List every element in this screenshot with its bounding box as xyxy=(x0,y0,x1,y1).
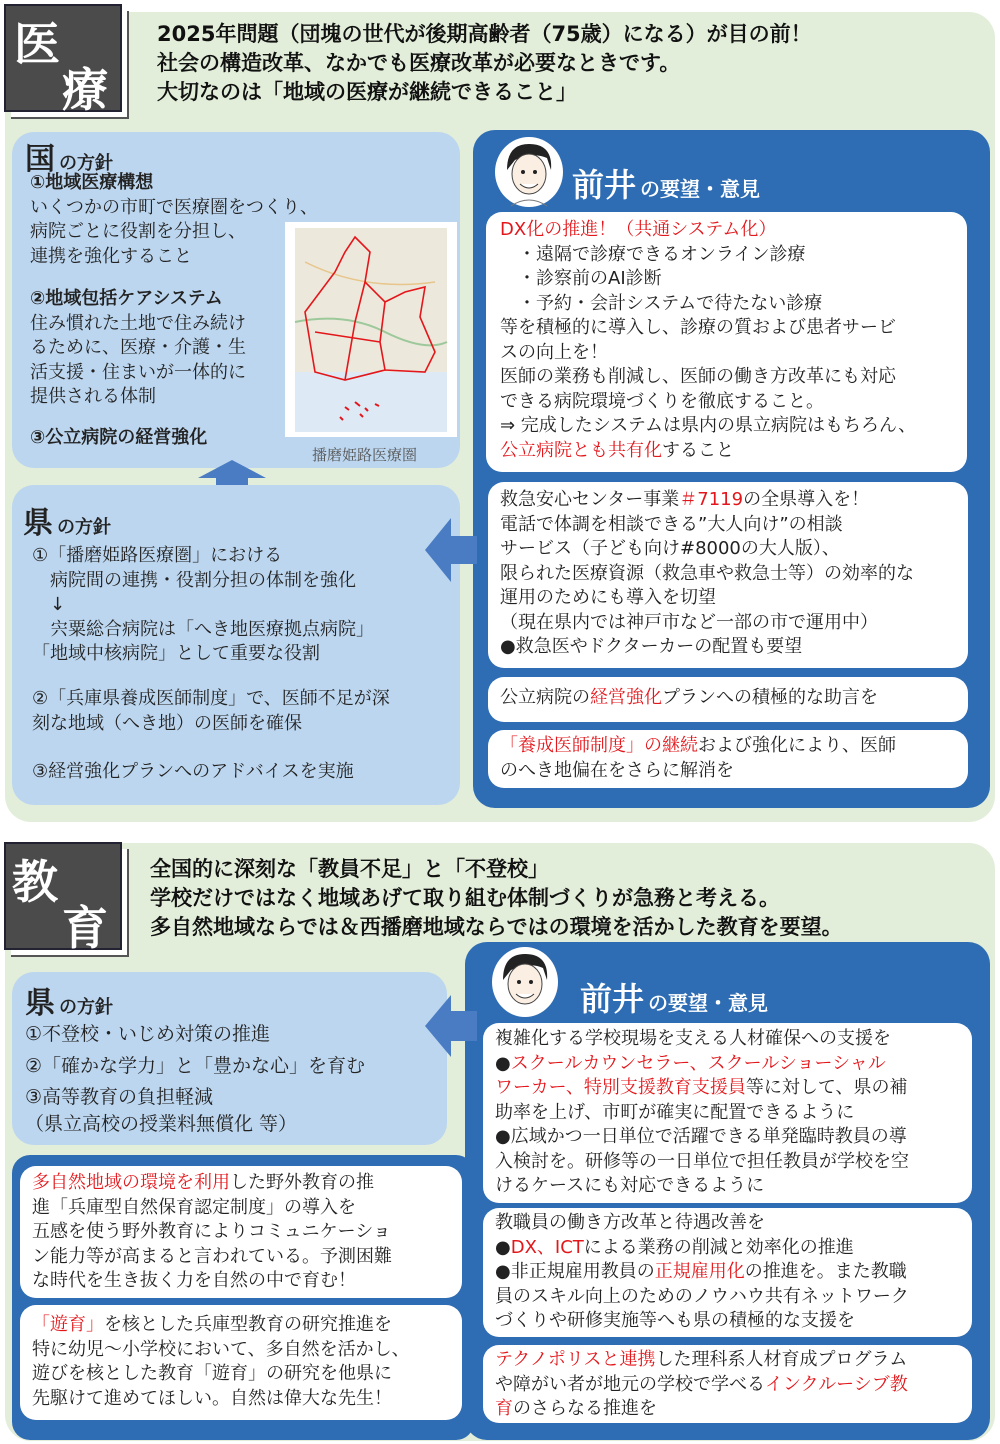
map-caption: 播磨姫路医療圏 xyxy=(312,446,418,464)
text-line xyxy=(500,414,955,439)
name-small: の要望・意見 xyxy=(640,177,761,201)
body-text: ン能力等が高まると言われている。予測困難 xyxy=(32,1245,392,1267)
text-line xyxy=(32,1196,450,1221)
body-text: 等を積極的に導入し、診療の質および患者サービ xyxy=(500,317,896,338)
body-text: のさらなる推進を xyxy=(513,1398,657,1419)
body-text: の全県導入を！ xyxy=(743,489,870,510)
body-text: の推進を。また教職 xyxy=(744,1261,907,1282)
text-line xyxy=(500,488,956,513)
text-line xyxy=(500,267,955,292)
body-text: 運用のためにも導入を切望 xyxy=(500,587,716,608)
text-line xyxy=(495,1150,960,1175)
body-text: 限られた医療資源（救急車や救急士等）の効率的な xyxy=(500,562,914,584)
body-text: すること xyxy=(662,439,734,461)
text-line xyxy=(32,1338,450,1363)
education-tag xyxy=(4,842,122,955)
text-line xyxy=(500,390,955,415)
tag-char: 育 xyxy=(62,901,108,955)
body-text: や障がい者が地元の学校で学べる xyxy=(495,1373,765,1395)
text-line xyxy=(500,562,956,587)
opinion-box-doctor-system xyxy=(488,730,968,788)
text-line xyxy=(495,1076,960,1101)
body-text: 医師の業務も削減し、医師の働き方改革にも対応 xyxy=(500,366,896,387)
prefecture-policy-title xyxy=(23,498,111,542)
left-arrow-icon xyxy=(425,518,477,582)
text-line xyxy=(495,1027,960,1052)
body-text: ● xyxy=(495,1052,511,1074)
national-item3: ③公立病院の経営強化 xyxy=(30,427,208,448)
text-line xyxy=(32,1220,450,1245)
body-text: した野外教育の推 xyxy=(230,1172,374,1193)
body-text: プランへの積極的な助言を xyxy=(662,687,878,708)
text-line xyxy=(495,1052,960,1077)
body-text: 公立病院の xyxy=(500,687,590,708)
highlight-text: 育 xyxy=(495,1398,513,1419)
prefecture-item1 xyxy=(32,544,374,667)
body-text: 先駆けて進めてほしい。自然は偉大な先生！ xyxy=(32,1387,392,1409)
medical-header xyxy=(157,20,812,107)
medical-tag xyxy=(4,4,122,117)
body-text: な時代を生き抜く力を自然の中で育む！ xyxy=(32,1270,356,1291)
text-line xyxy=(500,759,956,784)
text-line xyxy=(495,1373,960,1398)
body-text: 教職員の働き方改革と待遇改善を xyxy=(495,1212,765,1233)
highlight-text: インクルーシブ教 xyxy=(765,1373,908,1395)
education-header xyxy=(150,855,843,942)
body-text: 員のスキル向上のためのノウハウ共有ネットワーク xyxy=(495,1285,909,1307)
body-text: ●広域かつ一日単位で活躍できる単発臨時教員の導 xyxy=(495,1126,907,1147)
opinion-box-technopolis xyxy=(483,1345,972,1423)
body-text: ⇒ 完成したシステムは県内の県立病院はもちろん、 xyxy=(500,415,917,436)
body-text: （現在県内では神戸市など一部の市で運用中） xyxy=(500,611,878,633)
body-text: のへき地偏在をさらに解消を xyxy=(500,759,734,781)
text-line xyxy=(500,586,956,611)
item-line: （県立高校の授業料無償化 等） xyxy=(25,1113,298,1135)
text-line xyxy=(495,1260,960,1285)
text-line xyxy=(495,1211,960,1236)
item-line: 宍粟総合病院は「へき地医療拠点病院」 xyxy=(32,618,374,640)
opinion-box-management xyxy=(488,677,968,722)
prefecture-item2 xyxy=(32,687,390,736)
body-text: スの向上を！ xyxy=(500,341,608,363)
header-line: 学校だけではなく地域あげて取り組む体制づくりが急務と考える。 xyxy=(150,886,780,910)
text-line xyxy=(500,734,956,759)
text-line xyxy=(500,218,955,243)
prefecture-policy-title xyxy=(25,978,113,1022)
item-line: ↓ xyxy=(32,594,66,615)
text-line xyxy=(500,635,956,660)
body-text: 進「兵庫型自然保育認定制度」の導入を xyxy=(32,1196,356,1218)
text-line xyxy=(500,365,955,390)
highlight-text: 「遊育」 xyxy=(32,1314,104,1335)
body-text: けるケースにも対応できるように xyxy=(495,1175,765,1196)
item-title: ②地域包括ケアシステム xyxy=(30,288,223,309)
opinion-title xyxy=(572,160,760,206)
opinion-title xyxy=(580,974,768,1020)
title-small: の方針 xyxy=(57,517,111,538)
title-small: の方針 xyxy=(59,153,113,174)
header-line: 2025年問題（団塊の世代が後期高齢者（75歳）になる）が目の前！ xyxy=(157,22,812,46)
item-line: 連携を強化すること xyxy=(30,245,192,267)
name-big: 前井 xyxy=(580,980,645,1018)
item-title: ①地域医療構想 xyxy=(30,172,154,193)
national-item2 xyxy=(30,287,246,410)
body-text: 入検討を。研修等の一日単位で担任教員が学校を空 xyxy=(495,1150,909,1172)
text-line xyxy=(495,1285,960,1310)
text-line xyxy=(500,243,955,268)
header-line: 社会の構造改革、なかでも医療改革が必要なときです。 xyxy=(157,51,681,75)
text-line xyxy=(495,1101,960,1126)
text-line xyxy=(500,341,955,366)
text-line xyxy=(500,537,956,562)
tag-char: 教 xyxy=(12,855,58,909)
item-line: 病院ごとに役割を分担し、 xyxy=(30,221,246,242)
text-line xyxy=(32,1245,450,1270)
text-line xyxy=(500,513,956,538)
item-line: 住み慣れた土地で住み続け xyxy=(30,312,246,334)
body-text: 助率を上げ、市町が確実に配置できるように xyxy=(495,1101,855,1123)
text-line xyxy=(495,1236,960,1261)
highlight-text: 正規雇用化 xyxy=(654,1261,745,1282)
body-text: 遊びを核とした教育「遊育」の研究を他県に xyxy=(32,1363,392,1384)
highlight-text: 経営強化 xyxy=(590,687,662,708)
body-text: ● xyxy=(495,1236,511,1258)
highlight-text: 公立病院とも共有化 xyxy=(500,439,662,461)
play-education-box xyxy=(20,1305,462,1420)
title-big: 県 xyxy=(23,506,53,541)
highlight-text: DX、ICT xyxy=(510,1236,584,1258)
item-line: ②「確かな学力」と「豊かな心」を育む xyxy=(25,1055,366,1077)
highlight-text: スクールカウンセラー、スクールショーシャル xyxy=(510,1052,886,1074)
body-text: 特に幼児～小学校において、多自然を活かし、 xyxy=(32,1338,410,1360)
body-text: ・遠隔で診療できるオンライン診療 xyxy=(500,243,806,265)
item-line: 刻な地域（へき地）の医師を確保 xyxy=(32,712,302,734)
opinion-box-staffing xyxy=(483,1023,972,1203)
highlight-text: 多自然地域の環境を利用 xyxy=(32,1172,230,1193)
header-line: 多自然地域ならでは＆西播磨地域ならではの環境を活かした教育を要望。 xyxy=(150,915,843,939)
text-line xyxy=(495,1348,960,1373)
text-line xyxy=(32,1362,450,1387)
body-text: 電話で体調を相談できる”大人向け”の相談 xyxy=(500,513,843,535)
tag-char: 医 xyxy=(14,17,60,71)
body-text: ・診察前のAI診断 xyxy=(500,268,662,289)
highlight-text: DX化の推進！（共通システム化） xyxy=(500,219,777,240)
avatar xyxy=(490,946,560,1018)
body-text: サービス（子ども向け#8000の大人版）、 xyxy=(500,538,840,559)
text-line xyxy=(500,316,955,341)
header-line: 全国的に深刻な「教員不足」と「不登校」 xyxy=(150,857,549,881)
highlight-text: テクノポリスと連携 xyxy=(495,1349,656,1370)
highlight-text: 「養成医師制度」の継続 xyxy=(500,735,698,756)
up-arrow-icon xyxy=(198,460,266,486)
body-text: づくりや研修実施等へも県の積極的な支援を xyxy=(495,1310,855,1331)
opinion-box-work-reform xyxy=(483,1208,972,1337)
nature-education-box xyxy=(20,1166,462,1298)
item-line: ①「播磨姫路医療圏」における xyxy=(32,545,283,566)
item-line: ③高等教育の負担軽減 xyxy=(25,1086,214,1108)
education-policy-list xyxy=(25,1018,365,1136)
title-big: 国 xyxy=(25,142,55,177)
body-text: できる病院環境づくりを徹底すること。 xyxy=(500,390,824,412)
highlight-text: ＃7119 xyxy=(679,489,744,510)
opinion-box-7119 xyxy=(488,482,968,668)
text-line xyxy=(500,686,956,711)
body-text: 等に対して、県の補 xyxy=(745,1077,908,1098)
name-big: 前井 xyxy=(572,166,637,204)
text-line xyxy=(32,1269,450,1294)
text-line xyxy=(500,439,955,464)
text-line xyxy=(495,1125,960,1150)
body-text: ●救急医やドクターカーの配置も要望 xyxy=(500,636,803,657)
highlight-text: ワーカー、特別支援教育支援員 xyxy=(495,1077,746,1098)
body-text: ●非正規雇用教員の xyxy=(495,1261,655,1282)
body-text: を核とした兵庫型教育の研究推進を xyxy=(104,1314,392,1335)
text-line xyxy=(500,292,955,317)
name-small: の要望・意見 xyxy=(648,991,769,1015)
body-text: ・予約・会計システムで待たない診療 xyxy=(500,292,823,314)
text-line xyxy=(495,1397,960,1422)
body-text: 救急安心センター事業 xyxy=(500,489,680,510)
opinion-box-dx xyxy=(486,212,967,472)
text-line xyxy=(495,1309,960,1334)
title-big: 県 xyxy=(25,986,55,1021)
tag-char: 療 xyxy=(62,63,108,117)
medical-region-map xyxy=(285,222,457,437)
text-line xyxy=(32,1387,450,1412)
prefecture-item3: ③経営強化プランへのアドバイスを実施 xyxy=(32,761,354,782)
item-line: 病院間の連携・役割分担の体制を強化 xyxy=(32,569,356,591)
text-line xyxy=(500,611,956,636)
item-line: いくつかの市町で医療圏をつくり、 xyxy=(30,196,318,218)
body-text: および強化により、医師 xyxy=(698,735,896,756)
body-text: による業務の削減と効率化の推進 xyxy=(583,1236,854,1258)
national-item1 xyxy=(30,171,318,269)
item-line: るために、医療・介護・生 xyxy=(30,337,246,358)
body-text: 五感を使う野外教育によりコミュニケーショ xyxy=(32,1221,391,1242)
body-text: した理科系人材育成プログラム xyxy=(655,1349,908,1370)
avatar xyxy=(493,136,565,208)
item-line: 提供される体制 xyxy=(30,386,156,407)
body-text: 複雑化する学校現場を支える人材確保への支援を xyxy=(495,1028,891,1049)
item-line: ②「兵庫県養成医師制度」で、医師不足が深 xyxy=(32,688,390,709)
text-line xyxy=(32,1171,450,1196)
header-line: 大切なのは「地域の医療が継続できること」 xyxy=(157,80,577,104)
left-arrow-icon xyxy=(425,995,477,1057)
item-line: ①不登校・いじめ対策の推進 xyxy=(25,1023,271,1045)
item-line: 活支援・住まいが一体的に xyxy=(30,361,246,383)
item-line: 「地域中核病院」として重要な役割 xyxy=(32,643,320,664)
text-line xyxy=(32,1313,450,1338)
text-line xyxy=(495,1174,960,1199)
title-small: の方針 xyxy=(59,997,113,1018)
